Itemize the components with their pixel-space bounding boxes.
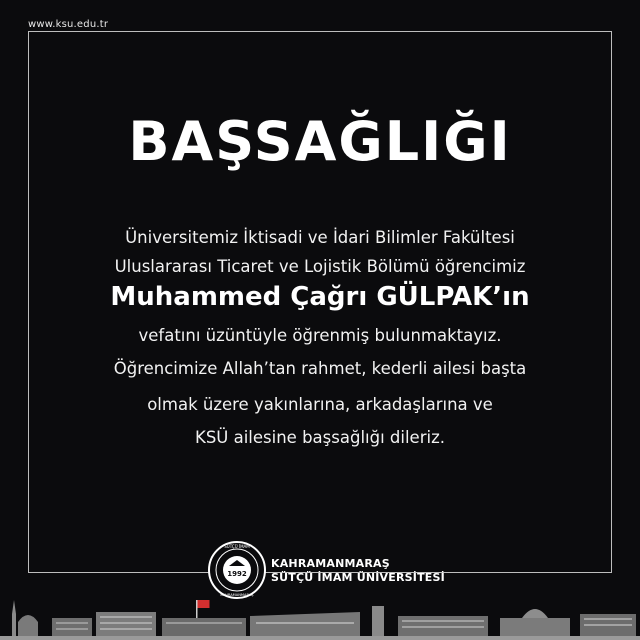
page-title: BAŞSAĞLIĞI	[128, 110, 512, 173]
university-name-line-1: KAHRAMANMARAŞ	[271, 557, 390, 570]
campus-skyline-icon	[0, 588, 640, 640]
message-line-6: KSÜ ailesine başsağlığı dileriz.	[195, 428, 445, 447]
message-line-2: Uluslararası Ticaret ve Lojistik Bölümü öğrencimiz	[114, 257, 526, 276]
seal-bottom-text: KAHRAMANMARAŞ	[220, 593, 254, 597]
deceased-name: Muhammed Çağrı GÜLPAK’ın	[110, 282, 530, 312]
seal-top-text: SÜTÇÜ İMAM	[224, 544, 250, 549]
seal-year: 1992	[227, 570, 247, 578]
website-url[interactable]: www.ksu.edu.tr	[28, 19, 109, 30]
message-line-5: olmak üzere yakınlarına, arkadaşlarına ve	[147, 395, 493, 414]
message-line-1: Üniversitemiz İktisadi ve İdari Bilimler Fakültesi	[125, 228, 515, 247]
message-line-4: Öğrencimize Allah’tan rahmet, kederli ailesi başta	[113, 359, 527, 378]
message-line-3: vefatını üzüntüyle öğrenmiş bulunmaktayız.	[138, 326, 502, 345]
university-name-line-2: SÜTÇÜ İMAM ÜNİVERSİTESİ	[271, 571, 445, 584]
university-name	[271, 557, 445, 585]
